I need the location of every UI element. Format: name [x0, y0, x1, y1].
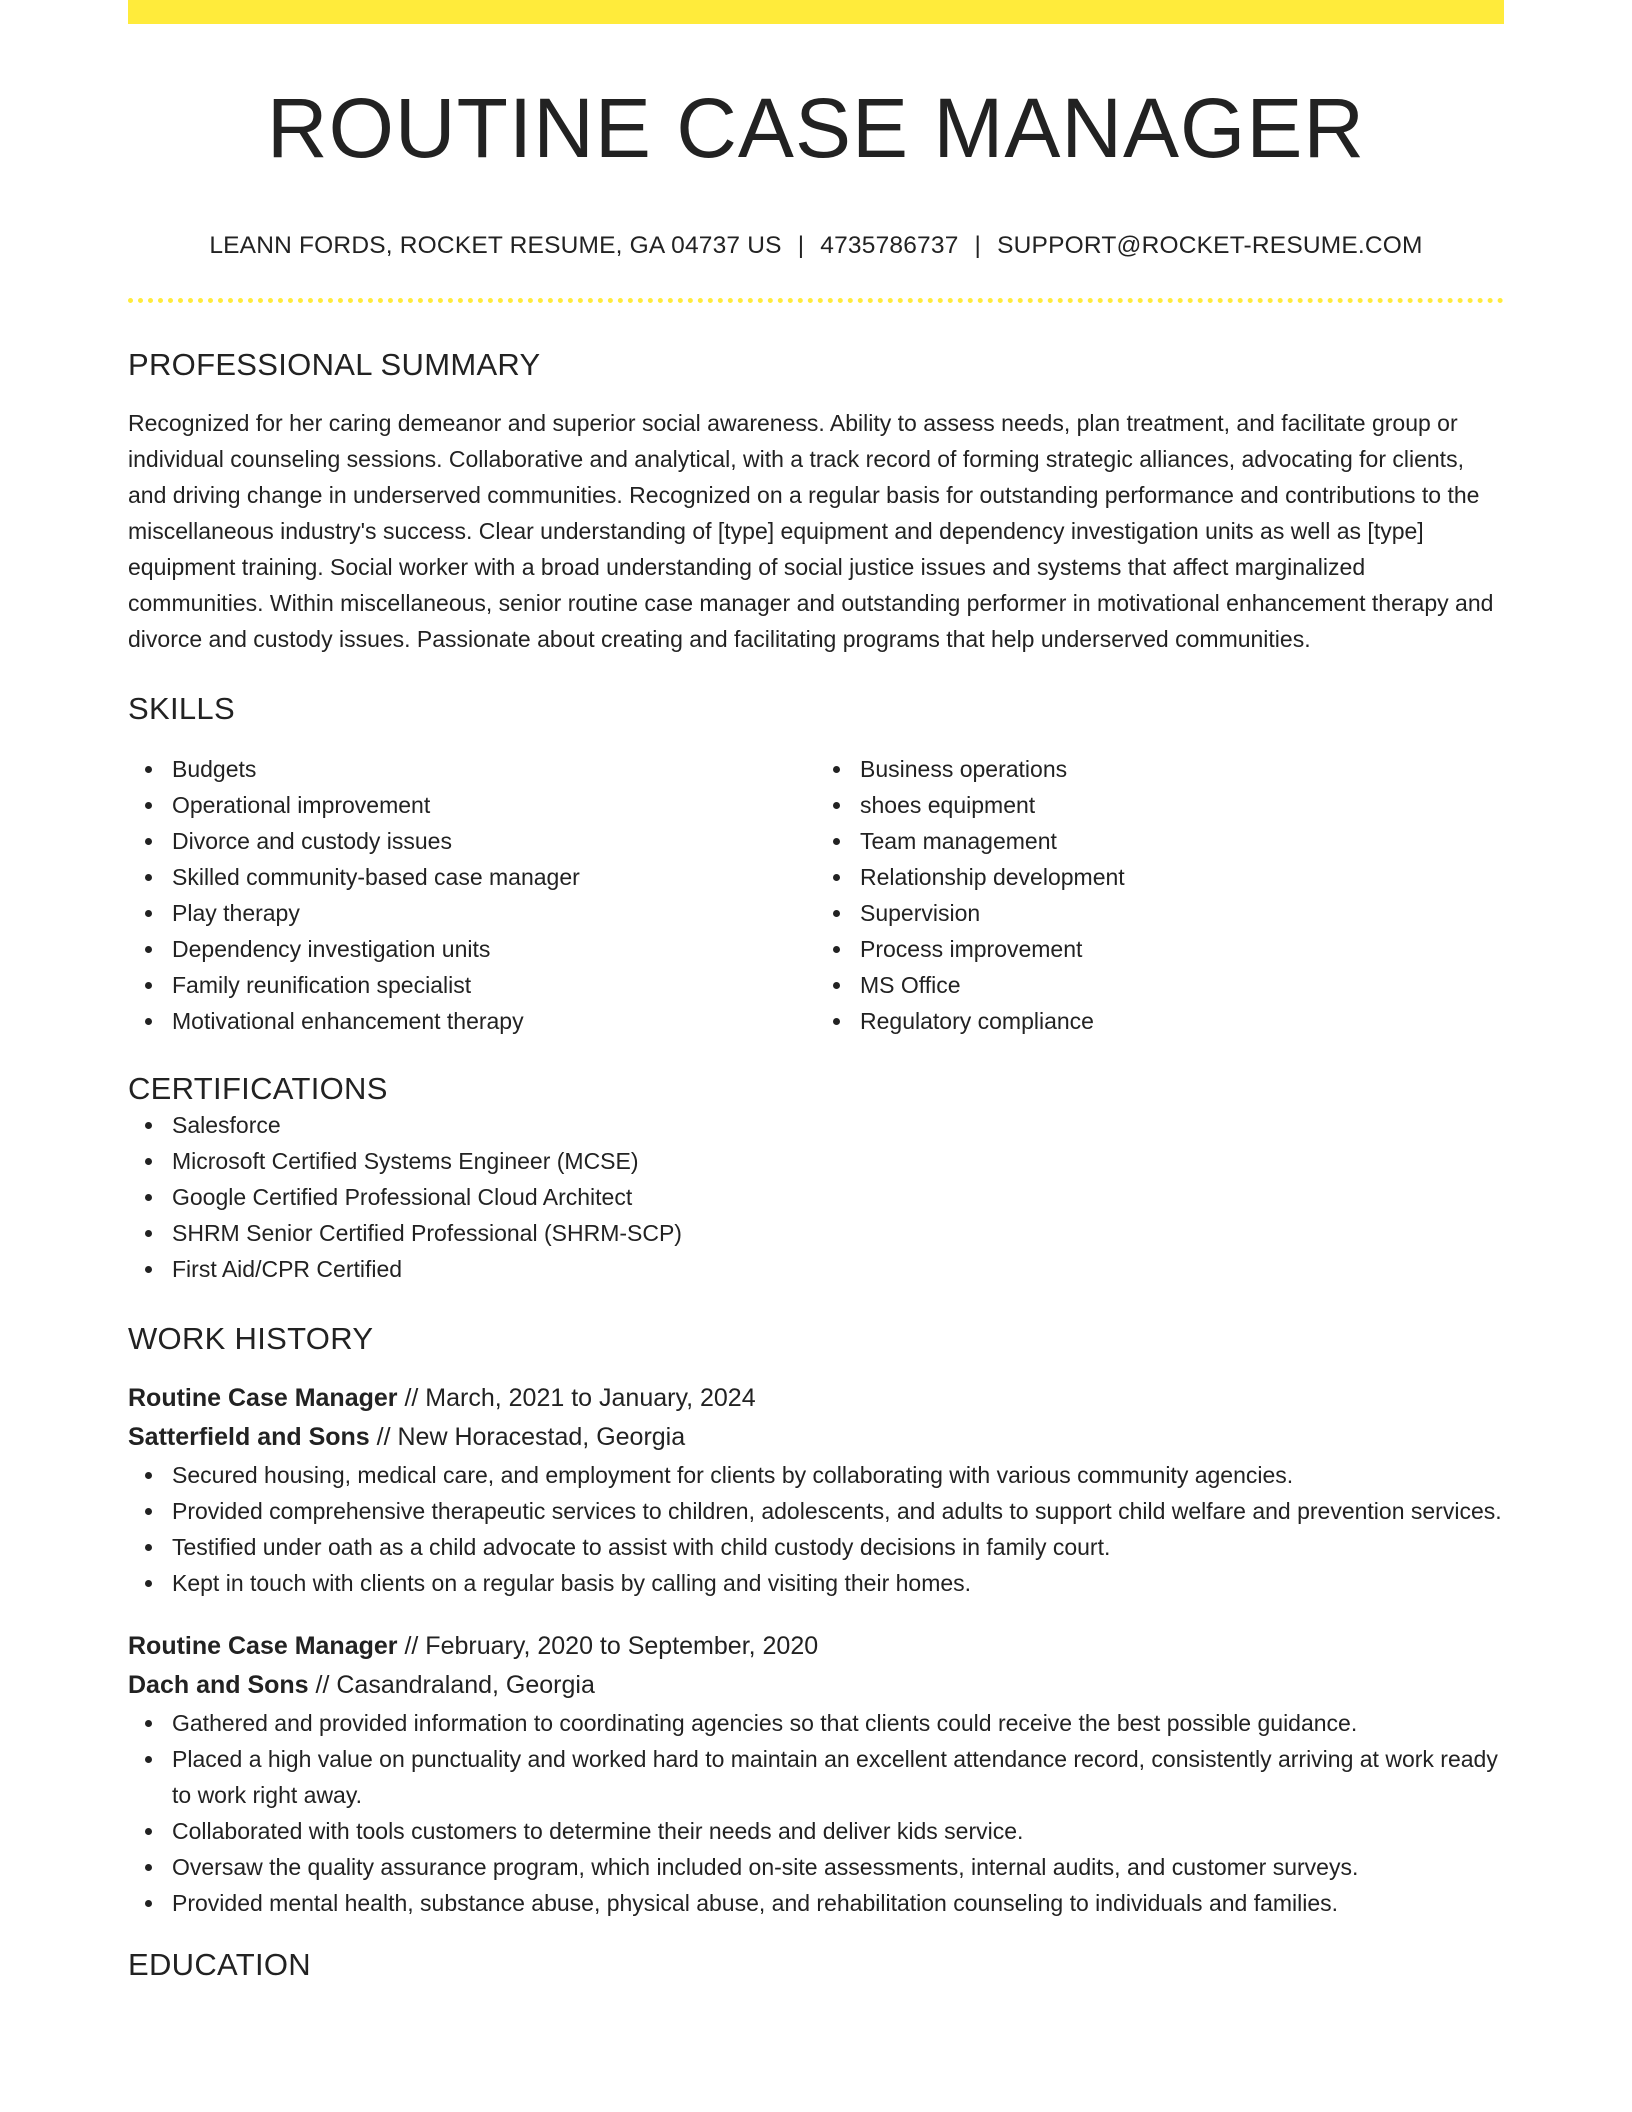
resume-page [128, 0, 1504, 1983]
skill-item: Skilled community-based case manager [172, 859, 816, 895]
job-duty-item: Collaborated with tools customers to determine their needs and deliver kids service. [172, 1813, 1504, 1849]
work-history-section [128, 1321, 1504, 1921]
resume-title: ROUTINE CASE MANAGER [266, 81, 1366, 175]
skill-item: shoes equipment [860, 787, 1504, 823]
job-title-line [128, 1627, 1504, 1666]
skill-item: Regulatory compliance [860, 1003, 1504, 1039]
contact-line [128, 232, 1504, 260]
job-company-line [128, 1418, 1504, 1457]
job-company-line [128, 1666, 1504, 1705]
job-company: Dach and Sons [128, 1671, 309, 1700]
job-location: // Casandraland, Georgia [308, 1671, 595, 1700]
certification-item: Microsoft Certified Systems Engineer (MCSE) [172, 1143, 1504, 1179]
job-duty-item: Kept in touch with clients on a regular basis by calling and visiting their homes. [172, 1565, 1504, 1601]
job-duty-item: Gathered and provided information to coordinating agencies so that clients could receive the best possible guidance. [172, 1705, 1504, 1741]
job-entry [128, 1627, 1504, 1921]
job-duties-list [128, 1457, 1504, 1601]
certifications-heading: CERTIFICATIONS [128, 1071, 388, 1107]
contact-email: SUPPORT@ROCKET-RESUME.COM [997, 232, 1423, 260]
job-duties-list [128, 1705, 1504, 1921]
certification-item: First Aid/CPR Certified [172, 1251, 1504, 1287]
skill-item: Budgets [172, 751, 816, 787]
job-entry [128, 1379, 1504, 1601]
certifications-list [128, 1107, 1504, 1287]
summary-heading: PROFESSIONAL SUMMARY [128, 347, 541, 383]
job-dates: // February, 2020 to September, 2020 [397, 1632, 819, 1661]
summary-text: Recognized for her caring demeanor and superior social awareness. Ability to assess needs, plan treatment, and facilitate group or individual counseling sessions. Collaborative and analytical, with a track record of forming strategic alliances, advocating for clients, and driving change in underserved communities. Recognized on a regular basis for outstanding performance and contributions to the miscellaneous industry's success. Clear understanding of [type] equipment and dependency investigation units as well as [type] equipment training. Social worker with a broad understanding of social justice issues and systems that affect marginalized communities. Within miscellaneous, senior routine case manager and outstanding performer in motivational enhancement therapy and divorce and custody issues. Passionate about creating and facilitating programs that help underserved communities. [128, 410, 1494, 653]
contact-address: LEANN FORDS, ROCKET RESUME, GA 04737 US [209, 232, 782, 260]
job-dates: // March, 2021 to January, 2024 [397, 1384, 756, 1413]
job-location: // New Horacestad, Georgia [369, 1423, 686, 1452]
work-history-heading: WORK HISTORY [128, 1321, 374, 1357]
certifications-section [128, 1071, 1504, 1287]
skill-item: Relationship development [860, 859, 1504, 895]
job-company: Satterfield and Sons [128, 1423, 370, 1452]
skill-item: Motivational enhancement therapy [172, 1003, 816, 1039]
skill-item: Divorce and custody issues [172, 823, 816, 859]
job-duty-item: Placed a high value on punctuality and worked hard to maintain an excellent attendance record, consistently arriving at work ready to work right away. [172, 1741, 1504, 1813]
job-title-line [128, 1379, 1504, 1418]
skills-right-column [816, 751, 1504, 1039]
education-section [128, 1947, 1504, 1983]
skill-item: Play therapy [172, 895, 816, 931]
job-duty-item: Oversaw the quality assurance program, which included on-site assessments, internal audits, and customer surveys. [172, 1849, 1504, 1885]
certification-item: Google Certified Professional Cloud Architect [172, 1179, 1504, 1215]
skill-item: Process improvement [860, 931, 1504, 967]
job-duty-item: Provided mental health, substance abuse, physical abuse, and rehabilitation counseling to individuals and families. [172, 1885, 1504, 1921]
skills-section [128, 691, 1504, 1039]
skill-item: Business operations [860, 751, 1504, 787]
skills-grid [128, 751, 1504, 1039]
skill-item: Family reunification specialist [172, 967, 816, 1003]
skill-item: Supervision [860, 895, 1504, 931]
job-title: Routine Case Manager [128, 1632, 398, 1661]
skills-left-column [128, 751, 816, 1039]
skill-item: MS Office [860, 967, 1504, 1003]
summary-section [128, 347, 1504, 657]
education-heading: EDUCATION [128, 1947, 311, 1983]
certification-item: SHRM Senior Certified Professional (SHRM-SCP) [172, 1215, 1504, 1251]
skill-item: Dependency investigation units [172, 931, 816, 967]
dotted-divider [128, 298, 1504, 303]
job-duty-item: Secured housing, medical care, and employment for clients by collaborating with various community agencies. [172, 1457, 1504, 1493]
skills-heading: SKILLS [128, 691, 235, 727]
job-duty-item: Provided comprehensive therapeutic services to children, adolescents, and adults to support child welfare and prevention services. [172, 1493, 1504, 1529]
skill-item: Team management [860, 823, 1504, 859]
skill-item: Operational improvement [172, 787, 816, 823]
accent-top-bar [128, 0, 1504, 24]
contact-separator: | [974, 232, 982, 260]
contact-separator: | [797, 232, 805, 260]
job-title: Routine Case Manager [128, 1384, 398, 1413]
job-duty-item: Testified under oath as a child advocate to assist with child custody decisions in family court. [172, 1529, 1504, 1565]
certification-item: Salesforce [172, 1107, 1504, 1143]
contact-phone: 4735786737 [820, 232, 959, 260]
